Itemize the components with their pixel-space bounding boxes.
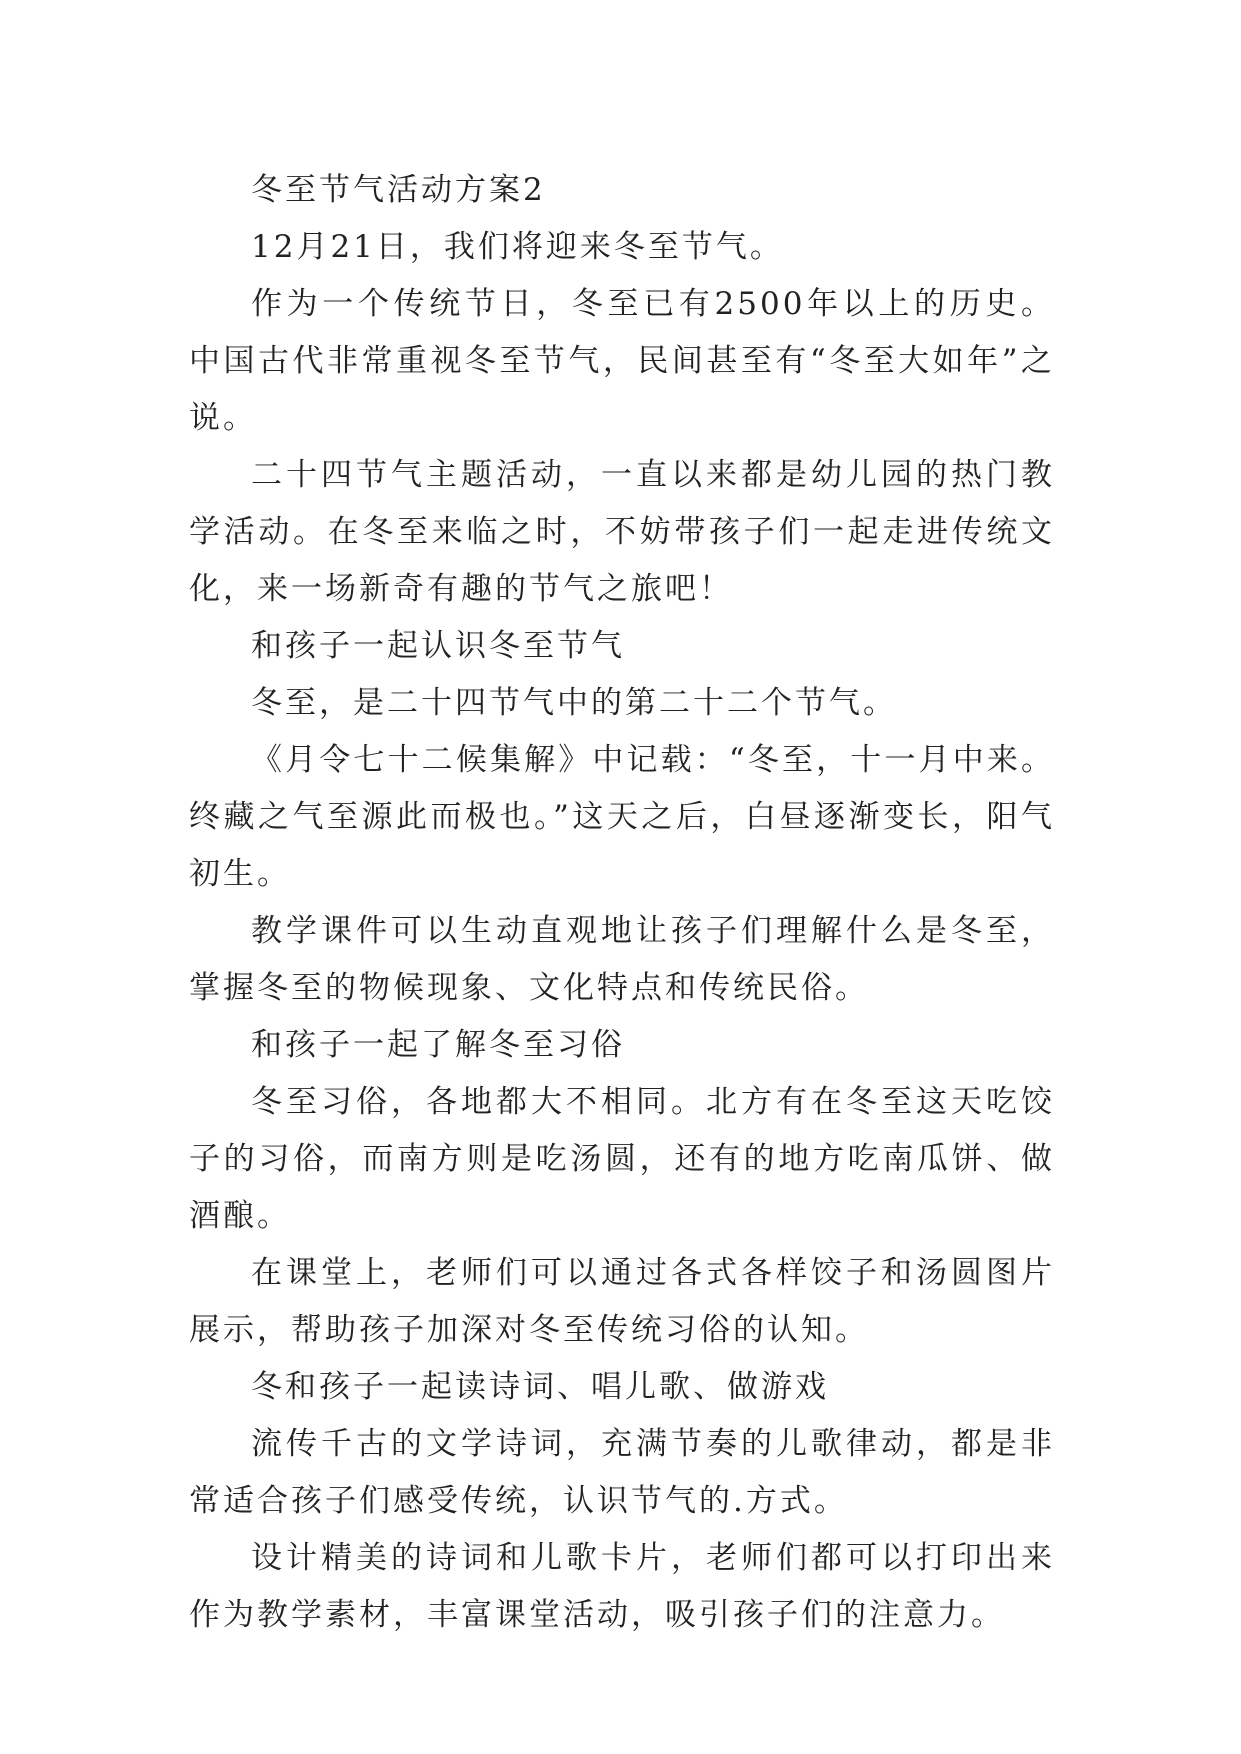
paragraph-poems: 流传千古的文学诗词，充满节奏的儿歌律动，都是非常适合孩子们感受传统，认识节气的.方式。 — [189, 1426, 1055, 1519]
paragraph-classroom: 在课堂上，老师们可以通过各式各样饺子和汤圆图片展示，帮助孩子加深对冬至传统习俗的认知。 — [189, 1255, 1055, 1348]
paragraph-cards: 设计精美的诗词和儿歌卡片，老师们都可以打印出来作为教学素材，丰富课堂活动，吸引孩子们的注意力。 — [189, 1540, 1055, 1633]
section-heading-poems-songs: 冬和孩子一起读诗词、唱儿歌、做游戏 — [251, 1369, 829, 1405]
paragraph-activity-intro: 二十四节气主题活动，一直以来都是幼儿园的热门教学活动。在冬至来临之时，不妨带孩子们一起走进传统文化，来一场新奇有趣的节气之旅吧！ — [189, 457, 1055, 607]
paragraph-classic-quote: 《月令七十二候集解》中记载：“冬至，十一月中来。终藏之气至源此而极也。”这天之后，白昼逐渐变长，阳气初生。 — [189, 742, 1055, 892]
paragraph-history: 作为一个传统节日，冬至已有2500年以上的历史。中国古代非常重视冬至节气，民间甚至有“冬至大如年”之说。 — [189, 286, 1055, 436]
section-heading-know-solstice: 和孩子一起认识冬至节气 — [251, 628, 625, 664]
document-body — [189, 162, 1055, 1644]
paragraph-courseware: 教学课件可以生动直观地让孩子们理解什么是冬至，掌握冬至的物候现象、文化特点和传统民俗。 — [189, 913, 1055, 1006]
paragraph-customs: 冬至习俗，各地都大不相同。北方有在冬至这天吃饺子的习俗，而南方则是吃汤圆，还有的地方吃南瓜饼、做酒酿。 — [189, 1084, 1055, 1234]
paragraph-solstice-definition: 冬至，是二十四节气中的第二十二个节气。 — [251, 685, 897, 721]
section-heading-customs: 和孩子一起了解冬至习俗 — [251, 1027, 625, 1063]
paragraph-date: 12月21日，我们将迎来冬至节气。 — [251, 229, 784, 265]
document-title: 冬至节气活动方案2 — [251, 172, 546, 208]
